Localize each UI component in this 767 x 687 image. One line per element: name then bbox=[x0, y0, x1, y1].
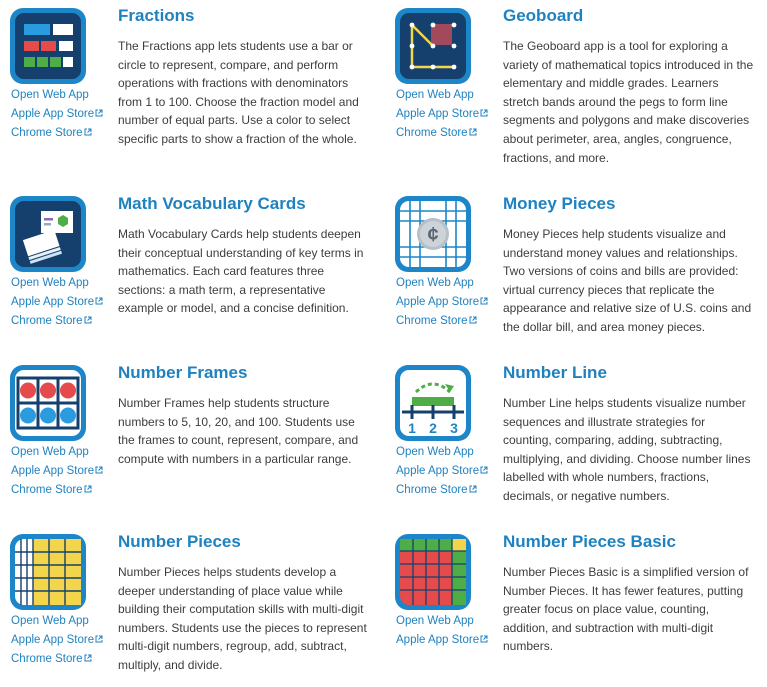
app-description: The Fractions app lets students use a bar or circle to represent, compare, and perform operations with fractions with denominators from 1 to 100. Choose the fraction model and number of equal parts. Use a color to select specific parts to show a fraction of the whole. bbox=[118, 39, 359, 146]
apple-app-store-link[interactable] bbox=[11, 462, 103, 481]
app-description: Number Line helps students visualize number sequences and illustrate strategies for counting, comparing, adding, subtracting, multiplying, and dividing. Choose number lines labelled with whole numbers, fractions, decimals, or negative numbers. bbox=[503, 396, 751, 503]
apple-app-store-link[interactable] bbox=[396, 293, 488, 312]
external-link-icon bbox=[480, 109, 488, 117]
link-label[interactable]: Chrome Store bbox=[396, 315, 468, 327]
geoboard-icon[interactable] bbox=[395, 8, 471, 84]
external-link-icon bbox=[84, 128, 92, 136]
open-web-app-link[interactable]: Open Web App bbox=[396, 446, 474, 458]
app-title[interactable]: Number Line bbox=[503, 363, 607, 382]
open-web-app-link[interactable]: Open Web App bbox=[11, 89, 89, 101]
app-card-number-line bbox=[385, 357, 755, 527]
link-label[interactable]: Apple App Store bbox=[11, 465, 95, 477]
app-title[interactable]: Math Vocabulary Cards bbox=[118, 194, 306, 213]
app-card-fractions bbox=[0, 0, 370, 180]
apple-app-store-link[interactable] bbox=[11, 293, 103, 312]
app-title[interactable]: Money Pieces bbox=[503, 194, 616, 213]
app-card-number-pieces bbox=[0, 526, 370, 687]
app-description: Number Frames help students structure numbers to 5, 10, 20, and 100. Students use the frames to count, represent, compare, and compute with numbers in a particular range. bbox=[118, 396, 359, 466]
link-label[interactable]: Apple App Store bbox=[396, 465, 480, 477]
chrome-store-link[interactable] bbox=[11, 650, 103, 669]
external-link-icon bbox=[95, 297, 103, 305]
open-web-app-link[interactable]: Open Web App bbox=[396, 89, 474, 101]
app-card-number-frames bbox=[0, 357, 370, 527]
chrome-store-link[interactable] bbox=[11, 312, 103, 331]
apple-app-store-link[interactable] bbox=[11, 105, 103, 124]
link-label[interactable]: Chrome Store bbox=[396, 484, 468, 496]
chrome-store-link[interactable] bbox=[396, 124, 488, 143]
external-link-icon bbox=[480, 297, 488, 305]
external-link-icon bbox=[95, 109, 103, 117]
app-card-geoboard bbox=[385, 0, 755, 180]
open-web-app-link[interactable]: Open Web App bbox=[11, 615, 89, 627]
external-link-icon bbox=[84, 654, 92, 662]
app-description: The Geoboard app is a tool for exploring a variety of mathematical topics introduced in the elementary and middle grades. Learners stretch bands around the pegs to form line segments and polygons and make discoveries about perimeter, area, angles, congruence, fractions, and more. bbox=[503, 39, 754, 165]
cent-symbol: ¢ bbox=[427, 224, 439, 246]
app-title[interactable]: Number Pieces Basic bbox=[503, 532, 676, 551]
link-label[interactable]: Apple App Store bbox=[396, 296, 480, 308]
number-frames-icon[interactable] bbox=[10, 365, 86, 441]
number-pieces-basic-icon[interactable] bbox=[395, 534, 471, 610]
external-link-icon bbox=[480, 635, 488, 643]
number-line-digit: 3 bbox=[450, 420, 458, 436]
chrome-store-link[interactable] bbox=[396, 481, 488, 500]
external-link-icon bbox=[469, 485, 477, 493]
app-title[interactable]: Geoboard bbox=[503, 6, 584, 25]
link-label[interactable]: Chrome Store bbox=[11, 315, 83, 327]
link-label[interactable]: Apple App Store bbox=[396, 634, 480, 646]
apple-app-store-link[interactable] bbox=[396, 462, 488, 481]
open-web-app-link[interactable]: Open Web App bbox=[11, 277, 89, 289]
apple-app-store-link[interactable] bbox=[11, 631, 103, 650]
app-card-math-vocabulary-cards bbox=[0, 188, 370, 358]
app-description: Number Pieces helps students develop a deeper understanding of place value while building their computation skills with multi-digit numbers. Students use the pieces to represent multi-digit numbers, regroup, add, subtract, multiply, and divide. bbox=[118, 565, 367, 672]
app-title[interactable]: Number Pieces bbox=[118, 532, 241, 551]
app-description: Math Vocabulary Cards help students deepen their conceptual understanding of key terms in mathematics. Each card features three sections: a math term, a representative example or model, and a concise definition. bbox=[118, 227, 364, 316]
number-line-icon[interactable] bbox=[395, 365, 471, 441]
vocabulary-cards-icon[interactable] bbox=[10, 196, 86, 272]
app-description: Money Pieces help students visualize and understand money values and relationships. Two versions of coins and bills are provided: virtual currency pieces that replicate the appearance and relative size of U.S. coins and the dollar bill, and area money pieces. bbox=[503, 227, 752, 334]
external-link-icon bbox=[469, 316, 477, 324]
link-label[interactable]: Chrome Store bbox=[11, 653, 83, 665]
link-label[interactable]: Apple App Store bbox=[11, 296, 95, 308]
app-card-money-pieces bbox=[385, 188, 755, 358]
app-description: Number Pieces Basic is a simplified version of Number Pieces. It has fewer features, putting greater focus on place value, counting, addition, and subtraction with multi-digit numbers. bbox=[503, 565, 749, 654]
app-title[interactable]: Number Frames bbox=[118, 363, 248, 382]
fractions-icon[interactable] bbox=[10, 8, 86, 84]
link-label[interactable]: Apple App Store bbox=[11, 634, 95, 646]
app-title[interactable]: Fractions bbox=[118, 6, 195, 25]
apple-app-store-link[interactable] bbox=[396, 631, 488, 650]
chrome-store-link[interactable] bbox=[11, 481, 103, 500]
external-link-icon bbox=[84, 485, 92, 493]
external-link-icon bbox=[469, 128, 477, 136]
link-label[interactable]: Apple App Store bbox=[11, 108, 95, 120]
app-card-number-pieces-basic bbox=[385, 526, 755, 687]
number-line-digit: 2 bbox=[429, 420, 437, 436]
external-link-icon bbox=[84, 316, 92, 324]
chrome-store-link[interactable] bbox=[11, 124, 103, 143]
link-label[interactable]: Chrome Store bbox=[11, 484, 83, 496]
number-line-digit: 1 bbox=[408, 420, 416, 436]
link-label[interactable]: Apple App Store bbox=[396, 108, 480, 120]
open-web-app-link[interactable]: Open Web App bbox=[11, 446, 89, 458]
money-pieces-icon[interactable] bbox=[395, 196, 471, 272]
open-web-app-link[interactable]: Open Web App bbox=[396, 615, 474, 627]
external-link-icon bbox=[480, 466, 488, 474]
link-label[interactable]: Chrome Store bbox=[11, 127, 83, 139]
number-pieces-icon[interactable] bbox=[10, 534, 86, 610]
link-label[interactable]: Chrome Store bbox=[396, 127, 468, 139]
apple-app-store-link[interactable] bbox=[396, 105, 488, 124]
open-web-app-link[interactable]: Open Web App bbox=[396, 277, 474, 289]
external-link-icon bbox=[95, 635, 103, 643]
chrome-store-link[interactable] bbox=[396, 312, 488, 331]
external-link-icon bbox=[95, 466, 103, 474]
